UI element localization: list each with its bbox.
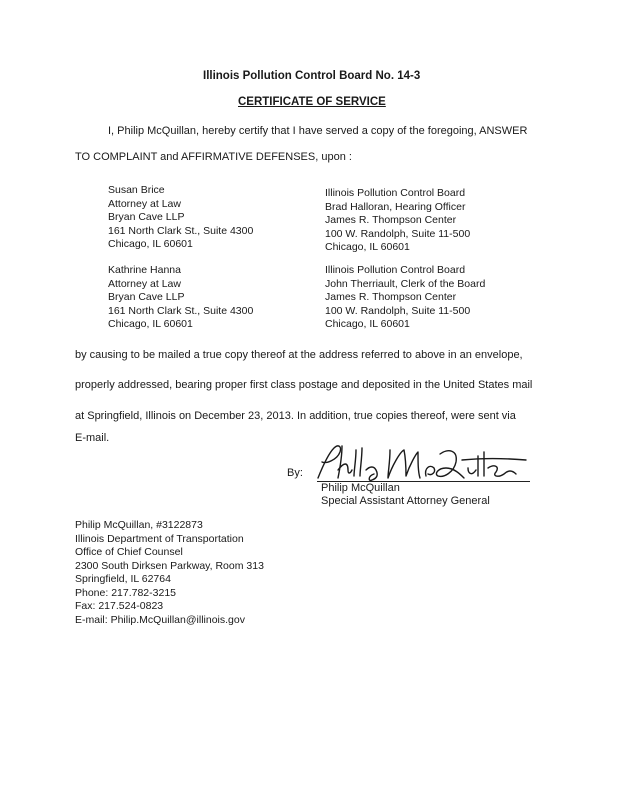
signer-name: Philip McQuillan	[321, 482, 400, 494]
sender-name-line: Philip McQuillan, #3122873	[75, 519, 203, 531]
recipient-title: John Therriault, Clerk of the Board	[325, 277, 486, 290]
intro-line-1: I, Philip McQuillan, hereby certify that I have served a copy of the foregoing, ANSWER	[108, 125, 528, 137]
recipient-street: 100 W. Randolph, Suite 11-500	[325, 227, 471, 240]
certificate-title: CERTIFICATE OF SERVICE	[238, 96, 386, 108]
service-line-3: at Springfield, Illinois on December 23, 2013. In addition, true copies thereof, were sent via	[75, 410, 516, 422]
recipient-title: Attorney at Law	[108, 277, 181, 290]
service-line-2: properly addressed, bearing proper first class postage and deposited in the United States mail	[75, 379, 533, 391]
recipient-city: Chicago, IL 60601	[325, 241, 410, 253]
board-case-heading: Illinois Pollution Control Board No. 14-3	[203, 70, 421, 82]
recipient-firm: James R. Thompson Center	[325, 291, 457, 303]
recipient-street: 161 North Clark St., Suite 4300	[108, 224, 254, 237]
recipient-city: Chicago, IL 60601	[108, 318, 193, 330]
sender-block	[75, 519, 264, 627]
service-line-4: E-mail.	[75, 432, 110, 444]
recipient-block-right-1	[325, 187, 470, 255]
sender-phone: Phone: 217.782-3215	[75, 586, 177, 599]
sender-office: Office of Chief Counsel	[75, 546, 183, 558]
recipient-firm: James R. Thompson Center	[325, 214, 457, 226]
recipient-title: Attorney at Law	[108, 197, 181, 210]
recipient-block-left-1	[108, 184, 253, 252]
recipient-name: Kathrine Hanna	[108, 264, 181, 276]
recipient-city: Chicago, IL 60601	[108, 238, 193, 250]
handwritten-signature	[312, 440, 537, 486]
intro-line-2: TO COMPLAINT and AFFIRMATIVE DEFENSES, upon :	[75, 151, 352, 163]
recipient-name: Susan Brice	[108, 184, 165, 196]
signature-by-label: By:	[287, 467, 303, 479]
signer-title: Special Assistant Attorney General	[321, 495, 490, 507]
recipient-block-left-2	[108, 264, 253, 332]
recipient-street: 100 W. Randolph, Suite 11-500	[325, 304, 471, 317]
recipient-firm: Bryan Cave LLP	[108, 291, 185, 303]
sender-email: E-mail: Philip.McQuillan@illinois.gov	[75, 613, 245, 626]
recipient-block-right-2	[325, 264, 485, 332]
sender-department: Illinois Department of Transportation	[75, 532, 244, 545]
sender-city: Springfield, IL 62764	[75, 573, 171, 585]
service-line-1: by causing to be mailed a true copy thereof at the address referred to above in an envelope,	[75, 349, 523, 361]
recipient-street: 161 North Clark St., Suite 4300	[108, 304, 254, 317]
recipient-name: Illinois Pollution Control Board	[325, 264, 466, 276]
recipient-title: Brad Halloran, Hearing Officer	[325, 200, 466, 213]
sender-fax: Fax: 217.524-0823	[75, 600, 164, 612]
sender-street: 2300 South Dirksen Parkway, Room 313	[75, 559, 264, 572]
recipient-firm: Bryan Cave LLP	[108, 211, 185, 223]
recipient-city: Chicago, IL 60601	[325, 318, 410, 330]
recipient-name: Illinois Pollution Control Board	[325, 187, 466, 199]
